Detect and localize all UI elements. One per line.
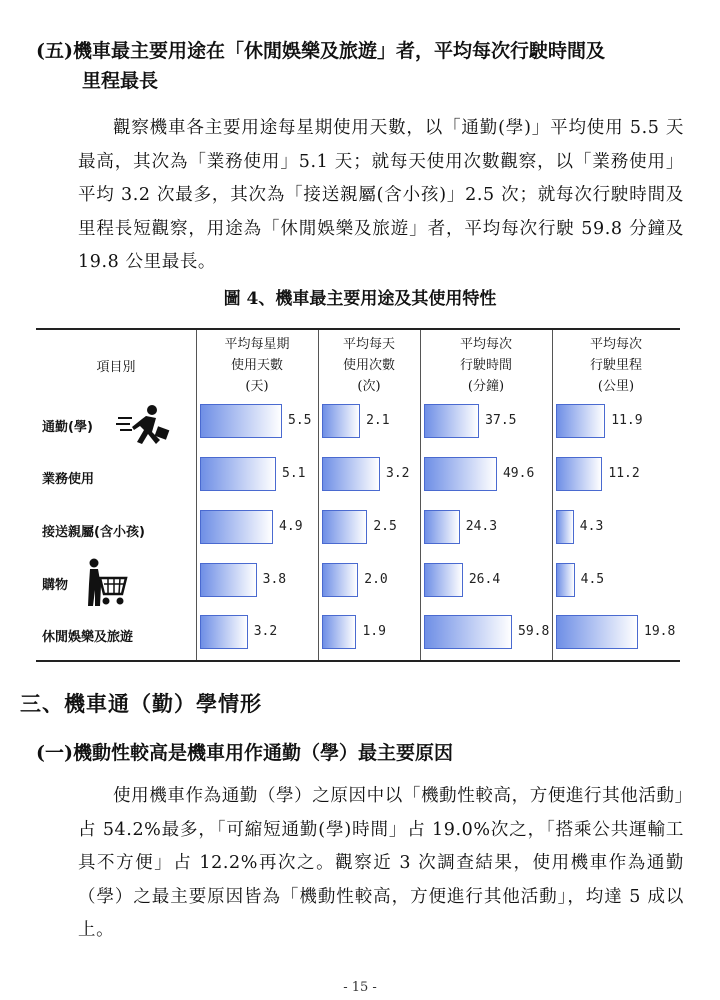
section-heading-5-line1: (五)機車最主要用途在「休閒娛樂及旅遊」者，平均每次行駛時間及 — [36, 40, 605, 62]
column-header-unit: (天) — [245, 379, 269, 394]
section-heading-5 — [36, 36, 686, 96]
column-header-times — [318, 334, 420, 397]
section-heading-3-1: (一)機動性較高是機車用作通勤（學）最主要原因 — [36, 742, 453, 764]
row-label-leisure: 休閒娛樂及旅遊 — [42, 630, 134, 645]
column-header-days — [196, 334, 318, 397]
bar-0-3 — [200, 563, 257, 597]
bar-value-label: 49.6 — [502, 466, 535, 481]
bar-value-label: 19.8 — [644, 624, 676, 639]
bar-1-1 — [322, 457, 380, 491]
bar-value-label: 59.8 — [518, 624, 550, 639]
bar-value-label: 4.9 — [279, 519, 303, 534]
bar-value-label: 4.3 — [579, 519, 604, 534]
bar-value-label: 37.5 — [485, 413, 517, 428]
figure-4-table — [36, 328, 680, 662]
column-header-unit: (次) — [357, 379, 381, 394]
column-header-line: 行駛時間 — [459, 358, 512, 373]
bar-value-label: 24.3 — [465, 519, 498, 534]
row-label-pickup: 接送親屬(含小孩) — [42, 525, 145, 540]
column-header-unit: (分鐘) — [467, 379, 505, 394]
bar-value-label: 26.4 — [468, 572, 501, 587]
bar-2-3 — [424, 563, 463, 597]
bar-value-label: 11.9 — [611, 413, 643, 428]
column-header-line: 行駛里程 — [589, 358, 642, 373]
bar-3-3 — [556, 563, 575, 597]
bar-1-0 — [322, 404, 360, 438]
bar-value-label: 1.9 — [362, 624, 386, 639]
bar-0-0 — [200, 404, 282, 438]
bar-3-0 — [556, 404, 605, 438]
bar-value-label: 3.8 — [262, 572, 287, 587]
column-header-distance — [552, 334, 680, 397]
bar-0-2 — [200, 510, 273, 544]
section-heading-3: 三、機車通（勤）學情形 — [20, 691, 262, 716]
bar-1-3 — [322, 563, 358, 597]
column-header-line: 使用次數 — [342, 358, 395, 373]
bar-1-2 — [322, 510, 367, 544]
page-number: - 15 - — [343, 980, 377, 995]
figure-title: 圖 4、機車最主要用途及其使用特性 — [223, 289, 497, 309]
bar-3-2 — [556, 510, 574, 544]
bar-3-1 — [556, 457, 602, 491]
bar-1-4 — [322, 615, 356, 649]
bar-value-label: 11.2 — [608, 466, 640, 481]
column-header-line: 平均每星期 — [224, 337, 290, 352]
section5-paragraph: 觀察機車各主要用途每星期使用天數，以「通勤(學)」平均使用 5.5 天最高，其次為「業務使用」5.1 天；就每天使用次數觀察，以「業務使用」平均 3.2 次最多，其次為「接送親屬(含小孩)」2.5 次；就每次行駛時間及里程長短觀察，用途為「休閒娛樂及旅遊」者，平均每次行駛 59.8 分鐘及 19.8 公里最長。 — [78, 118, 684, 272]
section3-paragraph: 使用機車作為通勤（學）之原因中以「機動性較高，方便進行其他活動」占 54.2%最多，「可縮短通勤(學)時間」占 19.0%次之，「搭乘公共運輸工具不方便」占 12.2%再次之。觀察近 3 次調查結果，使用機車作為通勤（學）之最主要原因皆為「機動性較高，方便進行其他活動」，均達 5 成以上。 — [78, 786, 684, 940]
column-header-line: 平均每天 — [342, 337, 395, 352]
row-label-commute: 通勤(學) — [42, 420, 93, 435]
bar-2-1 — [424, 457, 497, 491]
bar-0-1 — [200, 457, 276, 491]
bar-0-4 — [200, 615, 248, 649]
bar-2-0 — [424, 404, 479, 438]
bar-value-label: 4.5 — [580, 572, 605, 587]
column-header-line: 使用天數 — [230, 358, 283, 373]
row-header-label: 項目別 — [96, 360, 136, 375]
bar-3-4 — [556, 615, 638, 649]
bar-value-label: 5.1 — [282, 466, 306, 481]
column-header-line: 平均每次 — [589, 337, 642, 352]
bar-value-label: 2.5 — [373, 519, 397, 534]
commute-runner-icon — [116, 404, 172, 450]
bar-2-2 — [424, 510, 460, 544]
shopping-cart-person-icon — [86, 558, 130, 608]
bar-value-label: 5.5 — [288, 413, 312, 428]
bar-value-label: 2.1 — [366, 413, 390, 428]
bar-value-label: 3.2 — [253, 624, 278, 639]
column-header-duration — [420, 334, 552, 397]
row-label-business: 業務使用 — [42, 472, 95, 487]
column-header-unit: (公里) — [597, 379, 635, 394]
bar-value-label: 2.0 — [364, 572, 388, 587]
row-label-shopping: 購物 — [42, 578, 69, 593]
column-header-line: 平均每次 — [459, 337, 512, 352]
bar-2-4 — [424, 615, 512, 649]
section-heading-5-line2: 里程最長 — [82, 70, 159, 92]
bar-value-label: 3.2 — [386, 466, 410, 481]
